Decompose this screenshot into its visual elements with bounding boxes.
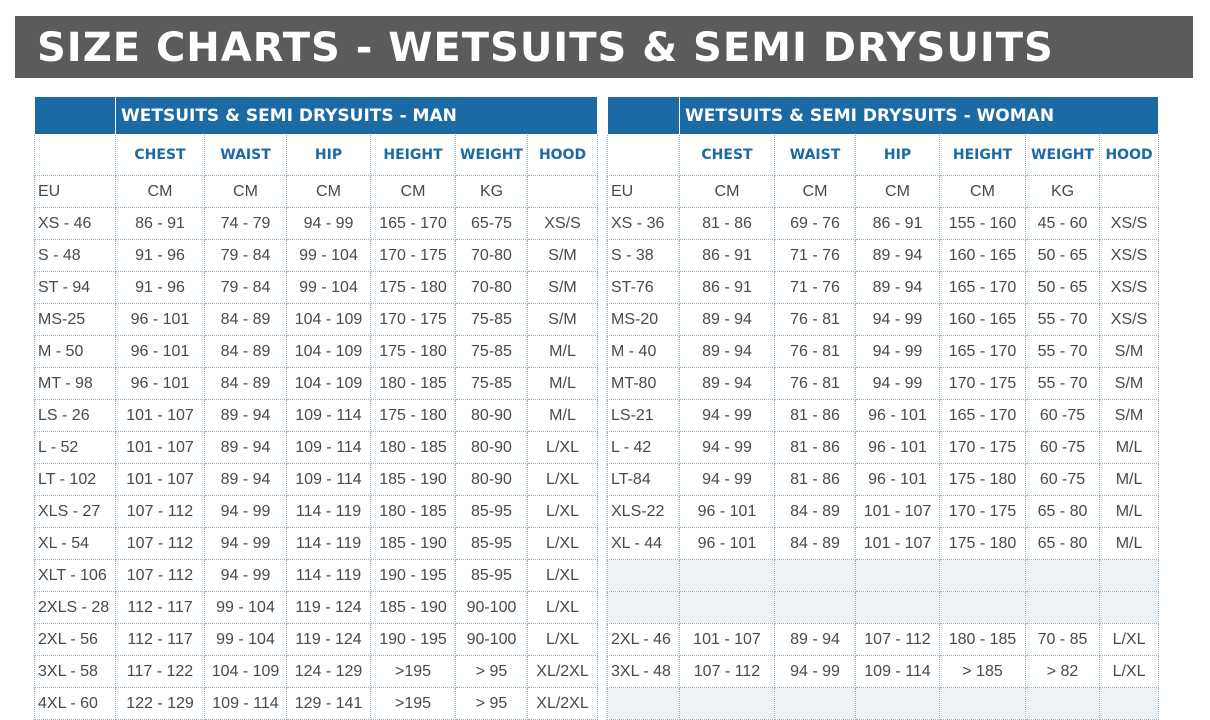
value-cell: 84 - 89 [205, 368, 287, 400]
value-cell [528, 176, 598, 208]
value-cell: 65 - 80 [1026, 496, 1100, 528]
value-cell: 85-95 [456, 560, 528, 592]
value-cell: CM [116, 176, 205, 208]
value-cell: 96 - 101 [856, 400, 940, 432]
value-cell: 101 - 107 [856, 528, 940, 560]
value-cell: M/L [1100, 528, 1159, 560]
value-cell: 165 - 170 [940, 400, 1026, 432]
size-cell: XS - 46 [35, 208, 116, 240]
value-cell: 94 - 99 [856, 336, 940, 368]
value-cell: 84 - 89 [205, 304, 287, 336]
value-cell: 112 - 117 [116, 592, 205, 624]
value-cell: 101 - 107 [856, 496, 940, 528]
size-cell: LS-21 [608, 400, 680, 432]
value-cell: 165 - 170 [940, 272, 1026, 304]
size-cell [608, 688, 680, 720]
value-cell: KG [1026, 176, 1100, 208]
value-cell: 55 - 70 [1026, 368, 1100, 400]
table-row [35, 368, 598, 400]
value-cell [940, 592, 1026, 624]
value-cell: 96 - 101 [116, 336, 205, 368]
value-cell: 89 - 94 [205, 464, 287, 496]
value-cell: 76 - 81 [775, 368, 856, 400]
value-cell: 122 - 129 [116, 688, 205, 720]
table-row [35, 208, 598, 240]
value-cell: 89 - 94 [205, 432, 287, 464]
value-cell: 109 - 114 [205, 688, 287, 720]
value-cell: > 82 [1026, 656, 1100, 688]
value-cell: 89 - 94 [680, 304, 775, 336]
size-cell: 3XL - 48 [608, 656, 680, 688]
value-cell: 185 - 190 [371, 464, 456, 496]
value-cell: 99 - 104 [205, 592, 287, 624]
value-cell: 76 - 81 [775, 336, 856, 368]
value-cell: 114 - 119 [287, 528, 371, 560]
value-cell [856, 688, 940, 720]
value-cell: 89 - 94 [856, 240, 940, 272]
value-cell: L/XL [528, 528, 598, 560]
value-cell: 119 - 124 [287, 624, 371, 656]
value-cell: 99 - 104 [205, 624, 287, 656]
value-cell: 85-95 [456, 528, 528, 560]
size-cell: L - 42 [608, 432, 680, 464]
column-header: WAIST [775, 135, 856, 176]
value-cell: 74 - 79 [205, 208, 287, 240]
value-cell: 170 - 175 [940, 368, 1026, 400]
value-cell: 89 - 94 [680, 368, 775, 400]
size-cell: EU [608, 176, 680, 208]
value-cell: 45 - 60 [1026, 208, 1100, 240]
value-cell: S/M [528, 304, 598, 336]
table-row [608, 368, 1159, 400]
column-header-row [608, 135, 1159, 176]
table-row [35, 304, 598, 336]
value-cell: L/XL [528, 496, 598, 528]
value-cell: XL/2XL [528, 656, 598, 688]
title-spacer-cell [608, 97, 680, 135]
table-row [35, 400, 598, 432]
value-cell: 94 - 99 [856, 304, 940, 336]
value-cell: S/M [528, 240, 598, 272]
value-cell: 107 - 112 [856, 624, 940, 656]
value-cell: 91 - 96 [116, 272, 205, 304]
value-cell: CM [940, 176, 1026, 208]
table-row [35, 336, 598, 368]
value-cell: 104 - 109 [287, 304, 371, 336]
size-cell: LT - 102 [35, 464, 116, 496]
size-cell: LT-84 [608, 464, 680, 496]
value-cell: 80-90 [456, 400, 528, 432]
value-cell: 69 - 76 [775, 208, 856, 240]
value-cell: 175 - 180 [940, 528, 1026, 560]
value-cell: 190 - 195 [371, 624, 456, 656]
value-cell: 89 - 94 [775, 624, 856, 656]
column-header [608, 135, 680, 176]
table-row [608, 528, 1159, 560]
value-cell: CM [205, 176, 287, 208]
size-cell: EU [35, 176, 116, 208]
size-cell: 2XLS - 28 [35, 592, 116, 624]
value-cell [1026, 688, 1100, 720]
size-cell [608, 560, 680, 592]
value-cell: 84 - 89 [775, 496, 856, 528]
value-cell [1026, 592, 1100, 624]
value-cell [1100, 560, 1159, 592]
size-cell: 4XL - 60 [35, 688, 116, 720]
value-cell: XS/S [1100, 304, 1159, 336]
value-cell: L/XL [528, 592, 598, 624]
value-cell: XS/S [1100, 272, 1159, 304]
table-row [35, 464, 598, 496]
value-cell: 94 - 99 [680, 400, 775, 432]
table-row [608, 656, 1159, 688]
size-cell [608, 592, 680, 624]
column-header: HIP [287, 135, 371, 176]
size-cell: S - 48 [35, 240, 116, 272]
value-cell: KG [456, 176, 528, 208]
value-cell: 170 - 175 [371, 304, 456, 336]
value-cell: 175 - 180 [371, 336, 456, 368]
value-cell: >195 [371, 688, 456, 720]
value-cell [680, 592, 775, 624]
table-row [35, 592, 598, 624]
value-cell: 90-100 [456, 592, 528, 624]
value-cell: 109 - 114 [856, 656, 940, 688]
size-cell: ST - 94 [35, 272, 116, 304]
value-cell [940, 560, 1026, 592]
value-cell: 75-85 [456, 336, 528, 368]
table-row [608, 464, 1159, 496]
table-row [35, 432, 598, 464]
size-cell: MT-80 [608, 368, 680, 400]
column-header: CHEST [680, 135, 775, 176]
value-cell: L/XL [528, 464, 598, 496]
table-row [608, 240, 1159, 272]
value-cell: 107 - 112 [680, 656, 775, 688]
table-row [608, 336, 1159, 368]
value-cell: 185 - 190 [371, 592, 456, 624]
value-cell: 99 - 104 [287, 240, 371, 272]
value-cell: 119 - 124 [287, 592, 371, 624]
value-cell: 109 - 114 [287, 400, 371, 432]
value-cell: XS/S [1100, 208, 1159, 240]
table-row [608, 688, 1159, 720]
value-cell [680, 560, 775, 592]
value-cell: 89 - 94 [205, 400, 287, 432]
value-cell [1100, 176, 1159, 208]
value-cell: 94 - 99 [205, 560, 287, 592]
value-cell: 94 - 99 [287, 208, 371, 240]
value-cell: L/XL [528, 432, 598, 464]
value-cell: 79 - 84 [205, 272, 287, 304]
size-cell: L - 52 [35, 432, 116, 464]
value-cell: 117 - 122 [116, 656, 205, 688]
value-cell: > 185 [940, 656, 1026, 688]
value-cell: 81 - 86 [775, 464, 856, 496]
size-cell: ST-76 [608, 272, 680, 304]
column-header: WEIGHT [1026, 135, 1100, 176]
value-cell: 99 - 104 [287, 272, 371, 304]
value-cell: L/XL [528, 624, 598, 656]
value-cell: 86 - 91 [680, 240, 775, 272]
value-cell: S/M [528, 272, 598, 304]
value-cell: 114 - 119 [287, 560, 371, 592]
value-cell: 180 - 185 [940, 624, 1026, 656]
value-cell: 71 - 76 [775, 240, 856, 272]
value-cell: L/XL [1100, 624, 1159, 656]
value-cell: 101 - 107 [680, 624, 775, 656]
value-cell: 84 - 89 [205, 336, 287, 368]
value-cell: XL/2XL [528, 688, 598, 720]
size-cell: 3XL - 58 [35, 656, 116, 688]
value-cell: 101 - 107 [116, 400, 205, 432]
size-cell: XLS-22 [608, 496, 680, 528]
value-cell: 185 - 190 [371, 528, 456, 560]
value-cell: 86 - 91 [856, 208, 940, 240]
value-cell: 60 -75 [1026, 464, 1100, 496]
size-table-woman [607, 96, 1159, 720]
value-cell: L/XL [528, 560, 598, 592]
value-cell: 180 - 185 [371, 368, 456, 400]
title-spacer-cell [35, 97, 116, 135]
table-row [608, 560, 1159, 592]
value-cell: 50 - 65 [1026, 240, 1100, 272]
value-cell: 94 - 99 [775, 656, 856, 688]
value-cell: 89 - 94 [856, 272, 940, 304]
value-cell: 91 - 96 [116, 240, 205, 272]
table-row [608, 496, 1159, 528]
value-cell: 180 - 185 [371, 432, 456, 464]
value-cell: 190 - 195 [371, 560, 456, 592]
value-cell: CM [680, 176, 775, 208]
column-header: HEIGHT [371, 135, 456, 176]
column-header [35, 135, 116, 176]
value-cell: S/M [1100, 336, 1159, 368]
table-row [608, 624, 1159, 656]
value-cell: 180 - 185 [371, 496, 456, 528]
value-cell: XS/S [1100, 240, 1159, 272]
value-cell [940, 688, 1026, 720]
value-cell: 60 -75 [1026, 400, 1100, 432]
table-row [608, 304, 1159, 336]
column-header: HOOD [1100, 135, 1159, 176]
value-cell: 104 - 109 [205, 656, 287, 688]
value-cell: 70 - 85 [1026, 624, 1100, 656]
page-banner [15, 16, 1193, 78]
column-header: WAIST [205, 135, 287, 176]
value-cell: 96 - 101 [680, 496, 775, 528]
value-cell: S/M [1100, 400, 1159, 432]
size-cell: S - 38 [608, 240, 680, 272]
value-cell [775, 592, 856, 624]
value-cell: 70-80 [456, 240, 528, 272]
value-cell: 170 - 175 [940, 496, 1026, 528]
value-cell: 170 - 175 [940, 432, 1026, 464]
value-cell: M/L [528, 336, 598, 368]
value-cell: M/L [528, 368, 598, 400]
value-cell: 104 - 109 [287, 368, 371, 400]
value-cell: 70-80 [456, 272, 528, 304]
table-row [35, 496, 598, 528]
size-cell: 2XL - 46 [608, 624, 680, 656]
value-cell [775, 688, 856, 720]
value-cell: 165 - 170 [940, 336, 1026, 368]
table-row [608, 272, 1159, 304]
value-cell: 60 -75 [1026, 432, 1100, 464]
value-cell: M/L [528, 400, 598, 432]
value-cell: 104 - 109 [287, 336, 371, 368]
value-cell: 79 - 84 [205, 240, 287, 272]
value-cell: 80-90 [456, 464, 528, 496]
value-cell: CM [775, 176, 856, 208]
size-cell: MS-20 [608, 304, 680, 336]
size-cell: MT - 98 [35, 368, 116, 400]
value-cell: 55 - 70 [1026, 304, 1100, 336]
value-cell: M/L [1100, 464, 1159, 496]
table-row [35, 176, 598, 208]
value-cell: 160 - 165 [940, 240, 1026, 272]
value-cell: CM [371, 176, 456, 208]
value-cell: 96 - 101 [856, 464, 940, 496]
value-cell: 94 - 99 [205, 496, 287, 528]
value-cell: 75-85 [456, 304, 528, 336]
value-cell: 81 - 86 [775, 432, 856, 464]
value-cell: 175 - 180 [940, 464, 1026, 496]
column-header: HIP [856, 135, 940, 176]
value-cell: 94 - 99 [680, 464, 775, 496]
value-cell: CM [287, 176, 371, 208]
value-cell: M/L [1100, 432, 1159, 464]
value-cell [1100, 592, 1159, 624]
table-row [35, 656, 598, 688]
value-cell: > 95 [456, 656, 528, 688]
size-table-man [34, 96, 598, 720]
value-cell: 65 - 80 [1026, 528, 1100, 560]
value-cell: >195 [371, 656, 456, 688]
size-cell: XL - 44 [608, 528, 680, 560]
table-row [608, 432, 1159, 464]
value-cell: 96 - 101 [680, 528, 775, 560]
value-cell: 165 - 170 [371, 208, 456, 240]
table-row [35, 272, 598, 304]
value-cell: CM [856, 176, 940, 208]
value-cell: 107 - 112 [116, 496, 205, 528]
value-cell: 90-100 [456, 624, 528, 656]
value-cell: L/XL [1100, 656, 1159, 688]
value-cell: 160 - 165 [940, 304, 1026, 336]
value-cell: 96 - 101 [116, 368, 205, 400]
value-cell: 76 - 81 [775, 304, 856, 336]
value-cell: 71 - 76 [775, 272, 856, 304]
value-cell: 65-75 [456, 208, 528, 240]
value-cell: 114 - 119 [287, 496, 371, 528]
size-cell: XLS - 27 [35, 496, 116, 528]
value-cell: 81 - 86 [775, 400, 856, 432]
value-cell: 109 - 114 [287, 432, 371, 464]
column-header: CHEST [116, 135, 205, 176]
value-cell: 50 - 65 [1026, 272, 1100, 304]
size-cell: LS - 26 [35, 400, 116, 432]
column-header: WEIGHT [456, 135, 528, 176]
table-row [608, 176, 1159, 208]
value-cell: 107 - 112 [116, 528, 205, 560]
value-cell: 96 - 101 [856, 432, 940, 464]
table-row [608, 208, 1159, 240]
value-cell: 94 - 99 [680, 432, 775, 464]
value-cell [775, 560, 856, 592]
value-cell: 85-95 [456, 496, 528, 528]
table-row [608, 592, 1159, 624]
value-cell: 94 - 99 [856, 368, 940, 400]
value-cell: 107 - 112 [116, 560, 205, 592]
size-cell: M - 40 [608, 336, 680, 368]
table-title: WETSUITS & SEMI DRYSUITS - WOMAN [680, 97, 1159, 135]
value-cell: 94 - 99 [205, 528, 287, 560]
value-cell: 55 - 70 [1026, 336, 1100, 368]
value-cell: 175 - 180 [371, 272, 456, 304]
column-header: HOOD [528, 135, 598, 176]
value-cell [1026, 560, 1100, 592]
size-cell: XS - 36 [608, 208, 680, 240]
value-cell: 86 - 91 [116, 208, 205, 240]
value-cell: 129 - 141 [287, 688, 371, 720]
value-cell: 170 - 175 [371, 240, 456, 272]
table-row [35, 528, 598, 560]
size-cell: 2XL - 56 [35, 624, 116, 656]
table-title: WETSUITS & SEMI DRYSUITS - MAN [116, 97, 598, 135]
page-title: SIZE CHARTS - WETSUITS & SEMI DRYSUITS [37, 25, 1054, 71]
table-row [35, 240, 598, 272]
size-cell: XL - 54 [35, 528, 116, 560]
value-cell: XS/S [528, 208, 598, 240]
value-cell: 81 - 86 [680, 208, 775, 240]
table-row [608, 400, 1159, 432]
value-cell: 112 - 117 [116, 624, 205, 656]
table-row [35, 688, 598, 720]
value-cell: 89 - 94 [680, 336, 775, 368]
size-cell: XLT - 106 [35, 560, 116, 592]
column-header: HEIGHT [940, 135, 1026, 176]
value-cell: S/M [1100, 368, 1159, 400]
value-cell: 75-85 [456, 368, 528, 400]
value-cell [680, 688, 775, 720]
value-cell: 175 - 180 [371, 400, 456, 432]
size-cell: M - 50 [35, 336, 116, 368]
value-cell: 101 - 107 [116, 464, 205, 496]
table-row [35, 560, 598, 592]
table-row [35, 624, 598, 656]
value-cell: 101 - 107 [116, 432, 205, 464]
value-cell: M/L [1100, 496, 1159, 528]
value-cell: 96 - 101 [116, 304, 205, 336]
value-cell: 124 - 129 [287, 656, 371, 688]
value-cell: 86 - 91 [680, 272, 775, 304]
value-cell: 84 - 89 [775, 528, 856, 560]
value-cell: 109 - 114 [287, 464, 371, 496]
value-cell: 155 - 160 [940, 208, 1026, 240]
size-cell: MS-25 [35, 304, 116, 336]
value-cell [856, 560, 940, 592]
value-cell: 80-90 [456, 432, 528, 464]
column-header-row [35, 135, 598, 176]
value-cell [856, 592, 940, 624]
value-cell: > 95 [456, 688, 528, 720]
value-cell [1100, 688, 1159, 720]
